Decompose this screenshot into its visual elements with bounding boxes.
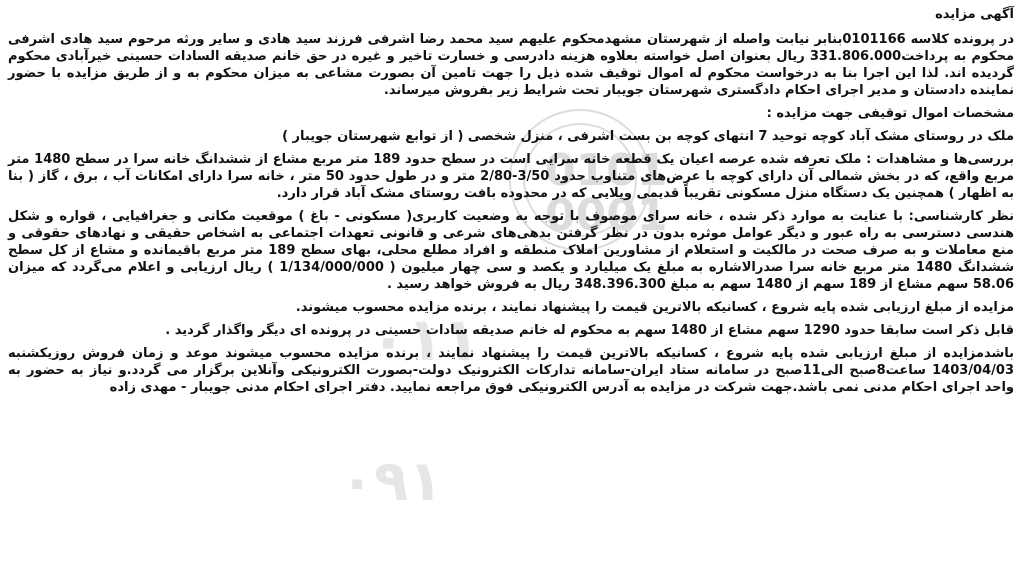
property-description: ملک در روستای مشک آباد کوچه توحید 7 انتهای کوچه بن بست اشرفی ، منزل شخصی ( از توابع شهرستان جویبار )	[282, 129, 1014, 144]
notice-title: آگهی مزایده	[935, 7, 1014, 22]
svg-text:0001: 0001	[545, 190, 668, 241]
final-paragraph: باشدمزایده از مبلغ ارزیابی شده پایه شروع ، کسانیکه بالاترین قیمت را پیشنهاد نمایند ، برنده مزایده محسوب میشوند موعد و زمان فروش روزیکشنبه 1403/04/03 ساعت8صبح الی11صبح در سامانه ستاد ایران-سامانه تدارکات الکترونیک دولت-بصورت الکترونیکی وآنلاین برگزار می گردد.و نیاز به حضور به واحد اجرای احکام مدنی نمی باشد.جهت شرکت در مزایده به آدرس الکترونیکی فوق مراجعه نمایید. دفتر اجرای احکام مدنی جویبار - مهدی زاده	[8, 346, 1014, 395]
svg-text:۰۹۱: ۰۹۱	[340, 449, 443, 514]
svg-text:0101: 0101	[545, 145, 668, 196]
auction-notice	[8, 6, 1014, 396]
note-paragraph: قابل ذکر است سابقا حدود 1290 سهم مشاع از 1480 سهم به محکوم له خانم صدیقه سادات حسینی در پرونده ای دیگر واگذار گردید .	[165, 323, 1014, 338]
auction-rule-paragraph: مزایده از مبلغ ارزیابی شده پایه شروع ، کسانیکه بالاترین قیمت را پیشنهاد نمایند ، برنده مزایده محسوب میشوند.	[295, 300, 1014, 315]
expert-opinion-paragraph: نظر کارشناسی: با عنایت به موارد ذکر شده ، خانه سرای موصوف با توجه به وضعیت کاربری( مسکونی - باغ ) موقعیت مکانی و جغرافیایی ، قواره و شکل هندسی دسترسی به راه عبور و دیگر عوامل موثره بدون در نظر گرفتن بدهی‌های شرعی و قانونی تعهدات اجتماعی به اشخاص حقیقی و نهادهای حقوقی و منع معاملات و به صرف صحت در مالکیت و استعلام از مشاورین املاک منطقه و افراد مطلع محلی، بهای سطح 189 متر مربع باقیمانده و مشاع از کل سطح ششدانگ 1480 متر مربع خانه سرا صدرالاشاره به مبلغ یک میلیارد و یکصد و سی چهار میلیون ( 1/134/000/000 ) ریال ارزیابی و اعلام می‌گردد که میزان 58.06 سهم مشاع از 189 سهم از 1480 سهم به مبلغ 348.396.300 ریال به فروش خواهد رسید .	[8, 209, 1014, 292]
svg-text:۰۱۱: ۰۱۱	[370, 305, 480, 375]
notice-intro-paragraph: در پرونده کلاسه 0101166بنابر نیابت واصله از شهرستان مشهدمحکوم علیهم سید محمد رضا اشرفی فرزند سید هادی و سایر ورثه مرحوم سید هادی اشرفی محکوم به پرداخت331.806.000 ریال بعنوان اصل خواسته بعلاوه هزینه دادرسی و خسارت تاخیر و غیره در حق خانم صدیقه السادات حسینی خیرآبادی محکوم گردیده اند. لذا این اجرا بنا به درخواست محکوم له اموال توقیف شده ذیل را جهت تامین آن بصورت مشاعی به میزان محکوم به و از طریق مزایده با حضور نماینده دادستان و مدیر اجرای احکام دادگستری شهرستان جویبار تحت شرایط زیر بفروش میرساند.	[8, 32, 1015, 98]
specs-heading: مشخصات اموال توقیفی جهت مزایده :	[766, 106, 1014, 121]
inspection-paragraph: بررسی‌ها و مشاهدات : ملک تعرفه شده عرصه اعیان یک قطعه خانه سرایی است در سطح حدود 189 متر مربع مشاع از ششدانگ خانه سرا در سطح 1480 متر مربع واقع، که در بخش شمالی آن دارای کوچه با عرض‌های متناوب حدود 3/50-2/80 متر و در طول حدود 50 متر ، خانه سرا دارای امکانات آب ، برق ، گاز ( بنا به اظهار ) همچنین یک دستگاه منزل مسکونی تقریباً قدیمی ویلایی که در محدوده بافت روستای مشک آباد قرار دارد.	[8, 152, 1014, 201]
